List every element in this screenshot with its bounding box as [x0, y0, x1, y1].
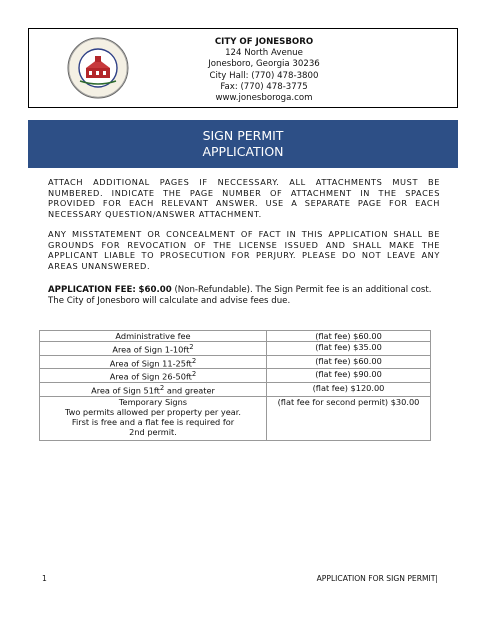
form-title-line-1: SIGN PERMIT: [202, 128, 284, 143]
fee-item: Administrative fee: [40, 331, 267, 342]
fee-amount: $60.00: [138, 285, 172, 295]
temporary-signs-item: Temporary Signs Two permits allowed per property per year. First is free and a flat fee is required for 2nd permit.: [40, 396, 267, 440]
fee-amount-cell: (flat fee) $90.00: [267, 369, 431, 383]
fee-text-1: (Non-Refundable). The Sign Permit fee is an additional cost.: [171, 285, 432, 295]
table-row: [40, 383, 431, 397]
city-hall-phone: City Hall: (770) 478-3800: [209, 70, 319, 81]
city-address-block: [169, 37, 359, 104]
fax-number: Fax: (770) 478-3775: [220, 81, 308, 92]
attachment-instructions: ATTACH ADDITIONAL PAGES IF NECCESSARY. ALL ATTACHMENTS MUST BE NUMBERED. INDICATE THE PAGE NUMBER OF ATTACHMENT IN THE SPACES PROVIDED FOR EACH RELEVANT ANSWER. USE A SEPARATE PAGE FOR EACH NECESSARY QUESTION/ANSWER ATTACHMENT.: [48, 177, 440, 219]
fee-amount-cell: (flat fee) $120.00: [267, 383, 431, 397]
table-row: [40, 355, 431, 369]
city-name: CITY OF JONESBORO: [214, 37, 314, 47]
city-state-zip: Jonesboro, Georgia 30236: [208, 59, 320, 70]
fee-item: Area of Sign $1-10ft^2$: [40, 342, 267, 356]
fee-amount-cell: (flat fee) $60.00: [267, 355, 431, 369]
table-row: [40, 331, 431, 342]
table-row: [40, 396, 431, 440]
fee-amount-cell: (flat fee) $60.00: [267, 331, 431, 342]
website-link[interactable]: www.jonesboroga.com: [215, 93, 313, 104]
fee-item: Area of Sign $11-25ft^2$: [40, 355, 267, 369]
application-fee-note: [48, 285, 448, 307]
table-row: [40, 369, 431, 383]
fee-item: Area of Sign $26-50ft^2$: [40, 369, 267, 383]
fee-label: APPLICATION FEE:: [48, 285, 136, 295]
misstatement-warning: ANY MISSTATEMENT OR CONCEALMENT OF FACT IN THIS APPLICATION SHALL BE GROUNDS FOR REVOCATION OF THE LICENSE ISSUED AND SHALL MAKE THE APPLICANT LIABLE TO PROSECUTION FOR PERJURY. PLEASE DO NOT LEAVE ANY AREAS UNANSWERED.: [48, 229, 440, 271]
form-title-line-2: APPLICATION: [202, 144, 284, 159]
fee-text-2: The City of Jonesboro will calculate and advise fees due.: [48, 296, 291, 306]
table-row: [40, 342, 431, 356]
fee-table: [39, 330, 431, 441]
footer-title: APPLICATION FOR SIGN PERMIT|: [316, 574, 438, 583]
fee-amount-cell: (flat fee) $35.00: [267, 342, 431, 356]
street-address: 124 North Avenue: [225, 48, 303, 59]
city-seal-logo: [67, 37, 129, 99]
letterhead: [28, 28, 458, 108]
page-number: 1: [42, 574, 47, 583]
form-title-banner: [28, 120, 458, 168]
fee-amount-cell: (flat fee for second permit) $30.00: [267, 396, 431, 440]
fee-item: Area of Sign $51ft^2$ and greater: [40, 383, 267, 397]
